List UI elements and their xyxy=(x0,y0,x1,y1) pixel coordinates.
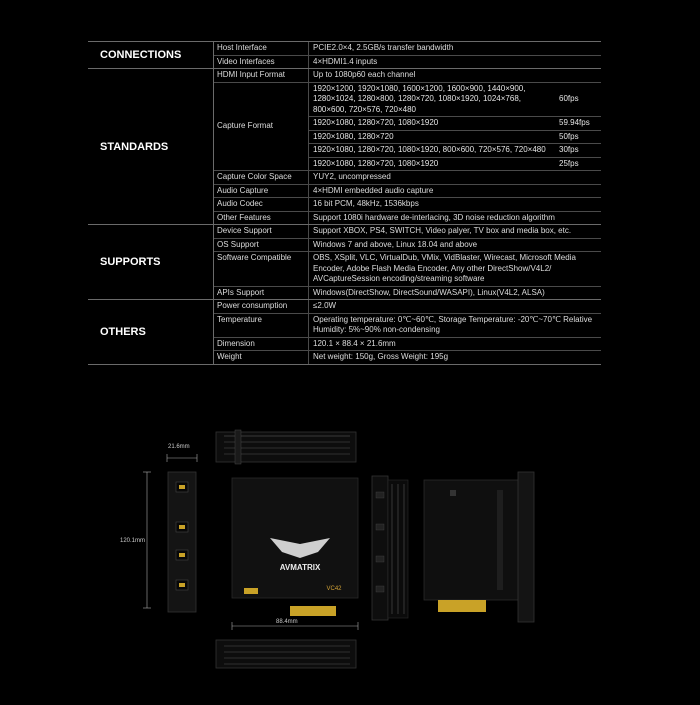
section-title: CONNECTIONS xyxy=(100,49,182,61)
top-view-heatsink xyxy=(216,430,356,464)
hdmi-contact-icon xyxy=(179,525,185,529)
model-label: VC42 xyxy=(326,586,342,592)
spec-value: OBS, XSplit, VLC, VirtualDub, VMix, VidBlaster, Wirecast, Microsoft Media Encoder, Adobe Flash Media Encoder, Any other DirectShow/V4L2/ AVCaptureSession encoding/streaming software xyxy=(313,253,576,283)
pcie-edge-connector xyxy=(290,606,336,616)
spec-value: Windows 7 and above, Linux 18.04 and above xyxy=(313,239,478,249)
spec-row xyxy=(214,184,601,198)
capture-fps: 25fps xyxy=(559,158,579,168)
section-title: STANDARDS xyxy=(100,140,169,153)
capture-resolutions: 1920×1080, 1280×720, 1080×1920 xyxy=(313,158,439,168)
spec-value: 16 bit PCM, 48kHz, 1536kbps xyxy=(313,199,419,208)
spec-row xyxy=(214,225,601,238)
spec-label: Device Support xyxy=(214,225,309,238)
spec-label: Dimension xyxy=(214,338,309,351)
spec-value: YUY2, uncompressed xyxy=(313,172,391,181)
spec-value: 4×HDMI1.4 inputs xyxy=(313,56,378,66)
capture-resolutions: 1920×1080, 1280×720, 1080×1920, 800×600, 720×576, 720×480 xyxy=(313,145,546,154)
capture-fps: 30fps xyxy=(559,145,579,154)
capture-fps: 59.94fps xyxy=(559,118,590,127)
spec-label: Audio Capture xyxy=(214,185,309,198)
spec-label: Audio Codec xyxy=(214,198,309,211)
hdmi-contact-icon xyxy=(179,485,185,489)
section-connections xyxy=(88,41,601,68)
spec-row xyxy=(214,238,601,252)
capture-resolutions: 1920×1080, 1280×720 xyxy=(313,131,394,141)
hdmi-contact-icon xyxy=(179,553,185,557)
capture-format-row xyxy=(309,143,601,157)
spec-row xyxy=(214,55,601,69)
spec-value: Support XBOX, PS4, SWITCH, Video palyer, TV box and media box, etc. xyxy=(313,226,572,235)
capture-format-row xyxy=(309,116,601,130)
section-others xyxy=(88,299,601,365)
bracket-plate xyxy=(168,472,196,612)
spec-label: HDMI Input Format xyxy=(214,69,309,82)
product-drawing-svg xyxy=(0,420,700,700)
spec-label: Other Features xyxy=(214,212,309,225)
spec-row xyxy=(214,170,601,184)
dim-label-height: 120.1mm xyxy=(120,538,146,544)
spec-row-capture-format xyxy=(214,82,601,171)
spec-label: Video Interfaces xyxy=(214,56,309,69)
spec-value: Operating temperature: 0℃~60℃, Storage Temperature: -20℃~70℃ Relative Humidity: 5%~90% non-condensing xyxy=(313,314,593,334)
spec-row xyxy=(214,197,601,211)
bottom-view-heatsink xyxy=(216,640,356,668)
spec-row xyxy=(214,313,601,337)
spec-label: OS Support xyxy=(214,239,309,252)
spec-row xyxy=(214,350,601,364)
capture-format-row xyxy=(309,157,601,171)
dim-label-width: 21.6mm xyxy=(168,444,190,450)
brand-logo-text: AVMATRIX xyxy=(279,563,321,572)
pcie-edge-connector xyxy=(438,600,486,612)
spec-label: Capture Format xyxy=(214,83,309,171)
side-view-heatsink xyxy=(372,476,408,620)
section-title: OTHERS xyxy=(100,325,146,338)
card-back-view xyxy=(424,472,534,622)
spec-label: APIs Support xyxy=(214,287,309,300)
section-standards xyxy=(88,68,601,224)
spec-row xyxy=(214,251,601,286)
spec-row xyxy=(214,69,601,82)
capture-resolutions: 1920×1080, 1280×720, 1080×1920 xyxy=(313,118,439,127)
capture-fps: 60fps xyxy=(559,94,579,103)
card-front-view xyxy=(232,478,358,616)
dim-label-length: 88.4mm xyxy=(276,619,298,625)
hdmi-contact-icon xyxy=(179,583,185,587)
spec-value: PCIE2.0×4, 2.5GB/s transfer bandwidth xyxy=(313,43,454,52)
spec-label: Weight xyxy=(214,351,309,364)
spec-table xyxy=(88,41,601,365)
section-supports xyxy=(88,224,601,299)
spec-label: Software Compatible xyxy=(214,252,309,286)
section-title: SUPPORTS xyxy=(100,256,161,268)
spec-value: Up to 1080p60 each channel xyxy=(313,70,416,79)
spec-label: Capture Color Space xyxy=(214,171,309,184)
spec-value: Windows(DirectShow, DirectSound/WASAPI), Linux(V4L2, ALSA) xyxy=(313,287,545,297)
spec-label: Power consumption xyxy=(214,300,309,313)
capture-format-row xyxy=(309,83,601,117)
capture-format-row xyxy=(309,130,601,144)
spec-value: 4×HDMI embedded audio capture xyxy=(313,185,434,195)
spec-row xyxy=(214,286,601,300)
spec-row xyxy=(214,300,601,313)
spec-value: 120.1 × 88.4 × 21.6mm xyxy=(313,338,396,348)
spec-label: Host Interface xyxy=(214,42,309,55)
spec-value: Net weight: 150g, Gross Weight: 195g xyxy=(313,352,449,361)
spec-label: Temperature xyxy=(214,314,309,337)
spec-value: ≤2.0W xyxy=(313,301,337,310)
capture-resolutions: 1920×1200, 1920×1080, 1600×1200, 1600×900, 1440×900, 1280×1024, 1280×800, 1280×720, 1080×1920, 1024×768, 800×600, 720×576, 720×480 xyxy=(313,83,526,114)
spec-row xyxy=(214,211,601,225)
capture-fps: 50fps xyxy=(559,131,579,141)
spec-row xyxy=(214,337,601,351)
card-badge-icon xyxy=(244,588,258,594)
product-drawings xyxy=(0,420,700,700)
spec-row xyxy=(214,42,601,55)
bracket-side-view xyxy=(168,472,196,612)
spec-value: Support 1080i hardware de-interlacing, 3D noise reduction algorithm xyxy=(313,212,555,222)
card-board xyxy=(232,478,358,598)
bracket-plate xyxy=(518,472,534,622)
